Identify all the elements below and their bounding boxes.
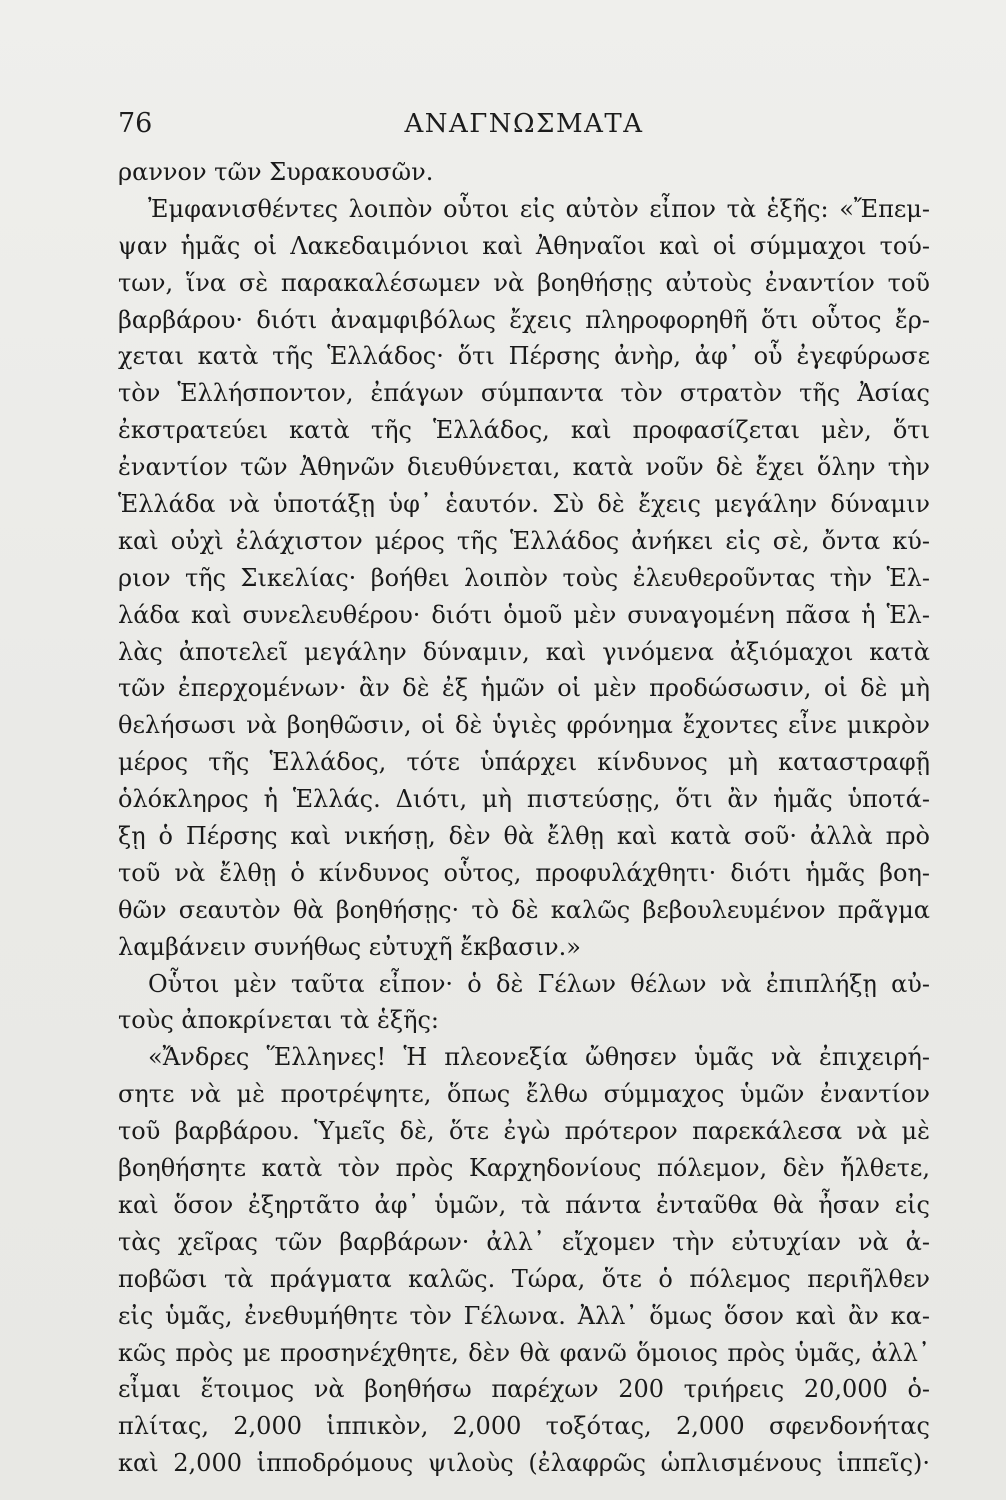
text-line: ἐκστρατεύει κατὰ τῆς Ἑλλάδος, καὶ προφασίζεται μὲν, ὅτι	[118, 416, 930, 445]
text-line: καὶ ὅσον ἐξηρτᾶτο ἀφ᾽ ὑμῶν, τὰ πάντα ἐνταῦθα θὰ ἦσαν εἰς	[118, 1190, 930, 1219]
text-line: πλίτας, 2,000 ἱππικὸν, 2,000 τοξότας, 2,000 σφενδονήτας	[118, 1412, 930, 1441]
text-line: τοῦ βαρβάρου. Ὑμεῖς δὲ, ὅτε ἐγὼ πρότερον παρεκάλεσα νὰ μὲ	[118, 1117, 930, 1146]
body-text	[118, 154, 930, 1482]
text-line: των, ἵνα σὲ παρακαλέσωμεν νὰ βοηθήσῃς αὐτοὺς ἐναντίον τοῦ	[118, 268, 930, 297]
text-line: βοηθήσητε κατὰ τὸν πρὸς Καρχηδονίους πόλεμον, δὲν ἤλθετε,	[118, 1154, 930, 1183]
text-line: τοῦ νὰ ἔλθῃ ὁ κίνδυνος οὗτος, προφυλάχθητι· διότι ἡμᾶς βοη-	[118, 858, 930, 887]
page-header	[118, 104, 930, 144]
text-line: ὁλόκληρος ἡ Ἑλλάς. Διότι, μὴ πιστεύσῃς, ὅτι ἂν ἡμᾶς ὑποτά-	[118, 785, 930, 814]
text-line: λαμβάνειν συνήθως εὐτυχῆ ἔκβασιν.»	[118, 932, 581, 961]
text-line: τῶν ἐπερχομένων· ἂν δὲ ἐξ ἡμῶν οἱ μὲν προδώσωσιν, οἱ δὲ μὴ	[118, 674, 930, 703]
text-line: Ἑλλάδα νὰ ὑποτάξῃ ὑφ᾽ ἑαυτόν. Σὺ δὲ ἔχεις μεγάλην δύναμιν	[118, 490, 930, 519]
text-line: εἶμαι ἕτοιμος νὰ βοηθήσω παρέχων 200 τριήρεις 20,000 ὁ-	[118, 1375, 930, 1404]
text-line: καὶ 2,000 ἱπποδρόμους ψιλοὺς (ἐλαφρῶς ὡπλισμένους ἱππεῖς)·	[118, 1449, 930, 1478]
text-line: ριον τῆς Σικελίας· βοήθει λοιπὸν τοὺς ἐλευθεροῦντας τὴν Ἑλ-	[118, 563, 930, 592]
text-line: ξῃ ὁ Πέρσης καὶ νικήσῃ, δὲν θὰ ἔλθῃ καὶ κατὰ σοῦ· ἀλλὰ πρὸ	[118, 822, 930, 851]
running-head: ΑΝΑΓΝΩΣΜΑΤΑ	[404, 109, 644, 139]
text-line: σητε νὰ μὲ προτρέψητε, ὅπως ἔλθω σύμμαχος ὑμῶν ἐναντίον	[118, 1080, 930, 1109]
text-line: χεται κατὰ τῆς Ἑλλάδος· ὅτι Πέρσης ἀνὴρ, ἀφ᾽ οὗ ἐγεφύρωσε	[118, 342, 930, 371]
text-line: τοὺς ἀποκρίνεται τὰ ἑξῆς:	[118, 1006, 439, 1035]
text-line: θελήσωσι νὰ βοηθῶσιν, οἱ δὲ ὑγιὲς φρόνημα ἔχοντες εἶνε μικρὸν	[118, 711, 930, 740]
text-line: μέρος τῆς Ἑλλάδος, τότε ὑπάρχει κίνδυνος μὴ καταστραφῇ	[118, 748, 930, 777]
page-number: 76	[118, 108, 153, 139]
text-line: τὸν Ἑλλήσποντον, ἐπάγων σύμπαντα τὸν στρατὸν τῆς Ἀσίας	[118, 379, 930, 408]
text-line: ραννον τῶν Συρακουσῶν.	[118, 158, 434, 186]
text-line: θῶν σεαυτὸν θὰ βοηθήσῃς· τὸ δὲ καλῶς βεβουλευμένον πρᾶγμα	[118, 895, 930, 924]
text-line: τὰς χεῖρας τῶν βαρβάρων· ἀλλ᾽ εἴχομεν τὴν εὐτυχίαν νὰ ἀ-	[118, 1227, 930, 1256]
text-line: βαρβάρου· διότι ἀναμφιβόλως ἔχεις πληροφορηθῆ ὅτι οὗτος ἔρ-	[118, 305, 930, 334]
text-line: εἰς ὑμᾶς, ἐνεθυμήθητε τὸν Γέλωνα. Ἀλλ᾽ ὅμως ὅσον καὶ ἂν κα-	[118, 1301, 930, 1330]
text-line: λὰς ἀποτελεῖ μεγάλην δύναμιν, καὶ γινόμενα ἀξιόμαχοι κατὰ	[118, 637, 930, 666]
text-line: ἐναντίον τῶν Ἀθηνῶν διευθύνεται, κατὰ νοῦν δὲ ἔχει ὅλην τὴν	[118, 453, 930, 482]
text-line: «Ἄνδρες Ἕλληνες! Ἡ πλεονεξία ὤθησεν ὑμᾶς νὰ ἐπιχειρή-	[148, 1043, 930, 1072]
text-line: Ἐμφανισθέντες λοιπὸν οὗτοι εἰς αὐτὸν εἶπον τὰ ἑξῆς: «Ἔπεμ-	[148, 194, 930, 223]
text-line: λάδα καὶ συνελευθέρου· διότι ὁμοῦ μὲν συναγομένη πᾶσα ἡ Ἑλ-	[118, 600, 930, 629]
text-line: ψαν ἡμᾶς οἱ Λακεδαιμόνιοι καὶ Ἀθηναῖοι καὶ οἱ σύμμαχοι τού-	[118, 231, 930, 260]
text-line: ποβῶσι τὰ πράγματα καλῶς. Τώρα, ὅτε ὁ πόλεμος περιῆλθεν	[118, 1264, 930, 1293]
text-line: Οὗτοι μὲν ταῦτα εἶπον· ὁ δὲ Γέλων θέλων νὰ ἐπιπλήξῃ αὐ-	[148, 969, 930, 998]
text-line: καὶ οὐχὶ ἐλάχιστον μέρος τῆς Ἑλλάδος ἀνήκει εἰς σὲ, ὄντα κύ-	[118, 526, 930, 555]
text-line: κῶς πρὸς με προσηνέχθητε, δὲν θὰ φανῶ ὅμοιος πρὸς ὑμᾶς, ἀλλ᾽	[118, 1338, 930, 1367]
